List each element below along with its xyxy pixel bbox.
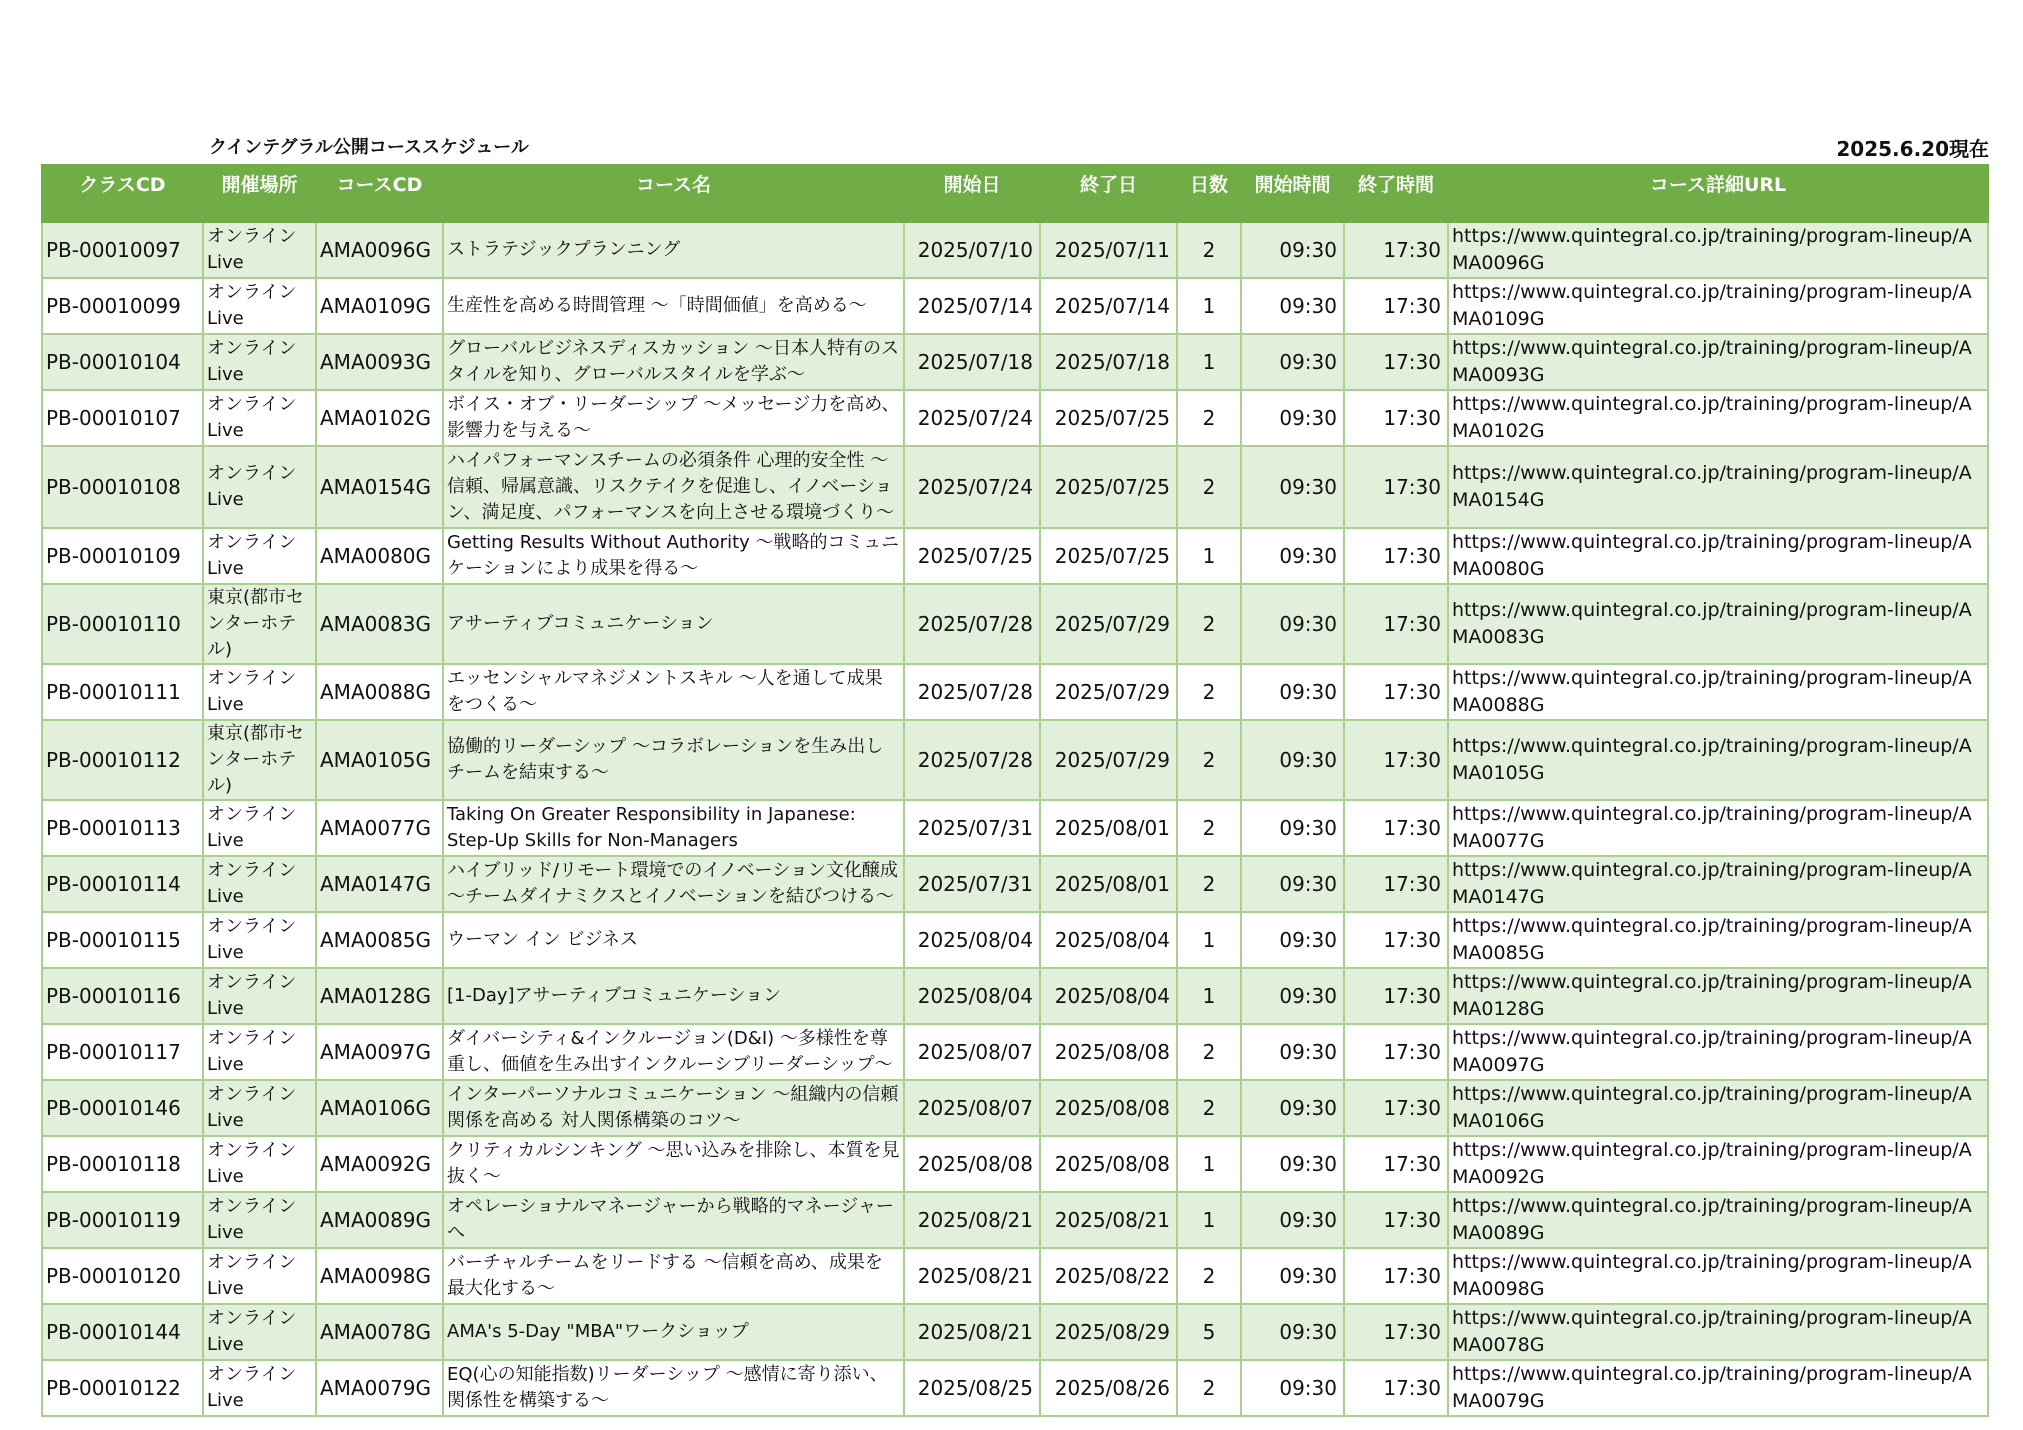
days-cell: 1 <box>1177 968 1241 1024</box>
start-date-cell: 2025/08/07 <box>904 1024 1040 1080</box>
course-url-link[interactable]: https://www.quintegral.co.jp/training/program-lineup/AMA0098G <box>1448 1248 1988 1304</box>
class-cd-cell: PB-00010115 <box>42 912 203 968</box>
end-time-cell: 17:30 <box>1344 278 1448 334</box>
table-row <box>42 584 1988 664</box>
start-date-cell: 2025/07/24 <box>904 390 1040 446</box>
days-cell: 2 <box>1177 390 1241 446</box>
column-header-course-url: コース詳細URL <box>1448 165 1988 222</box>
start-time-cell: 09:30 <box>1241 664 1344 720</box>
course-name-cell: AMA's 5-Day "MBA"ワークショップ <box>443 1304 904 1360</box>
course-cd-cell: AMA0093G <box>316 334 443 390</box>
days-cell: 2 <box>1177 720 1241 800</box>
days-cell: 2 <box>1177 1024 1241 1080</box>
end-date-cell: 2025/08/22 <box>1040 1248 1177 1304</box>
class-cd-cell: PB-00010116 <box>42 968 203 1024</box>
days-cell: 2 <box>1177 664 1241 720</box>
table-row <box>42 720 1988 800</box>
start-date-cell: 2025/08/21 <box>904 1304 1040 1360</box>
column-header-end-date: 終了日 <box>1040 165 1177 222</box>
start-time-cell: 09:30 <box>1241 334 1344 390</box>
class-cd-cell: PB-00010119 <box>42 1192 203 1248</box>
start-date-cell: 2025/07/14 <box>904 278 1040 334</box>
course-url-link[interactable]: https://www.quintegral.co.jp/training/program-lineup/AMA0085G <box>1448 912 1988 968</box>
end-date-cell: 2025/08/29 <box>1040 1304 1177 1360</box>
class-cd-cell: PB-00010104 <box>42 334 203 390</box>
end-time-cell: 17:30 <box>1344 1360 1448 1416</box>
course-cd-cell: AMA0096G <box>316 222 443 278</box>
course-name-cell: ハイブリッド/リモート環境でのイノベーション文化醸成 ～チームダイナミクスとイノベーションを結びつける～ <box>443 856 904 912</box>
days-cell: 2 <box>1177 856 1241 912</box>
class-cd-cell: PB-00010109 <box>42 528 203 584</box>
venue-cell: オンライン Live <box>203 1136 316 1192</box>
end-time-cell: 17:30 <box>1344 1080 1448 1136</box>
course-cd-cell: AMA0085G <box>316 912 443 968</box>
end-time-cell: 17:30 <box>1344 446 1448 528</box>
venue-cell: オンライン Live <box>203 1192 316 1248</box>
start-date-cell: 2025/08/25 <box>904 1360 1040 1416</box>
start-time-cell: 09:30 <box>1241 446 1344 528</box>
start-date-cell: 2025/08/08 <box>904 1136 1040 1192</box>
table-row <box>42 968 1988 1024</box>
days-cell: 1 <box>1177 278 1241 334</box>
days-cell: 2 <box>1177 584 1241 664</box>
venue-cell: オンライン Live <box>203 278 316 334</box>
start-date-cell: 2025/08/21 <box>904 1192 1040 1248</box>
end-time-cell: 17:30 <box>1344 334 1448 390</box>
venue-cell: オンライン Live <box>203 390 316 446</box>
start-date-cell: 2025/08/04 <box>904 968 1040 1024</box>
course-name-cell: EQ(心の知能指数)リーダーシップ ～感情に寄り添い、関係性を構築する～ <box>443 1360 904 1416</box>
class-cd-cell: PB-00010113 <box>42 800 203 856</box>
course-name-cell: Getting Results Without Authority ～戦略的コミュニケーションにより成果を得る～ <box>443 528 904 584</box>
course-cd-cell: AMA0128G <box>316 968 443 1024</box>
start-date-cell: 2025/07/10 <box>904 222 1040 278</box>
end-time-cell: 17:30 <box>1344 856 1448 912</box>
course-name-cell: ハイパフォーマンスチームの必須条件 心理的安全性 ～信頼、帰属意識、リスクテイクを促進し、イノベーション、満足度、パフォーマンスを向上させる環境づくり～ <box>443 446 904 528</box>
schedule-body <box>42 222 1988 1416</box>
venue-cell: オンライン Live <box>203 1248 316 1304</box>
class-cd-cell: PB-00010097 <box>42 222 203 278</box>
start-time-cell: 09:30 <box>1241 912 1344 968</box>
class-cd-cell: PB-00010144 <box>42 1304 203 1360</box>
course-url-link[interactable]: https://www.quintegral.co.jp/training/program-lineup/AMA0154G <box>1448 446 1988 528</box>
course-name-cell: バーチャルチームをリードする ～信頼を高め、成果を最大化する～ <box>443 1248 904 1304</box>
end-date-cell: 2025/08/01 <box>1040 800 1177 856</box>
end-time-cell: 17:30 <box>1344 1192 1448 1248</box>
course-cd-cell: AMA0154G <box>316 446 443 528</box>
course-name-cell: エッセンシャルマネジメントスキル ～人を通して成果をつくる～ <box>443 664 904 720</box>
course-url-link[interactable]: https://www.quintegral.co.jp/training/program-lineup/AMA0078G <box>1448 1304 1988 1360</box>
table-row <box>42 800 1988 856</box>
class-cd-cell: PB-00010112 <box>42 720 203 800</box>
course-url-link[interactable]: https://www.quintegral.co.jp/training/program-lineup/AMA0092G <box>1448 1136 1988 1192</box>
course-cd-cell: AMA0106G <box>316 1080 443 1136</box>
start-date-cell: 2025/08/04 <box>904 912 1040 968</box>
days-cell: 2 <box>1177 446 1241 528</box>
start-date-cell: 2025/07/24 <box>904 446 1040 528</box>
start-time-cell: 09:30 <box>1241 528 1344 584</box>
course-url-link[interactable]: https://www.quintegral.co.jp/training/program-lineup/AMA0077G <box>1448 800 1988 856</box>
course-name-cell: ボイス・オブ・リーダーシップ ～メッセージ力を高め、影響力を与える～ <box>443 390 904 446</box>
start-time-cell: 09:30 <box>1241 800 1344 856</box>
start-time-cell: 09:30 <box>1241 1024 1344 1080</box>
end-date-cell: 2025/08/21 <box>1040 1192 1177 1248</box>
course-cd-cell: AMA0109G <box>316 278 443 334</box>
start-date-cell: 2025/07/28 <box>904 720 1040 800</box>
course-name-cell: 生産性を高める時間管理 ～「時間価値」を高める～ <box>443 278 904 334</box>
start-time-cell: 09:30 <box>1241 584 1344 664</box>
start-time-cell: 09:30 <box>1241 1304 1344 1360</box>
end-time-cell: 17:30 <box>1344 720 1448 800</box>
course-cd-cell: AMA0083G <box>316 584 443 664</box>
column-header-start-time: 開始時間 <box>1241 165 1344 222</box>
class-cd-cell: PB-00010146 <box>42 1080 203 1136</box>
course-cd-cell: AMA0078G <box>316 1304 443 1360</box>
start-date-cell: 2025/07/31 <box>904 856 1040 912</box>
end-date-cell: 2025/07/14 <box>1040 278 1177 334</box>
course-cd-cell: AMA0102G <box>316 390 443 446</box>
table-row <box>42 664 1988 720</box>
course-name-cell: グローバルビジネスディスカッション ～日本人特有のスタイルを知り、グローバルスタイルを学ぶ～ <box>443 334 904 390</box>
course-cd-cell: AMA0077G <box>316 800 443 856</box>
column-header-course-name: コース名 <box>443 165 904 222</box>
course-url-link[interactable]: https://www.quintegral.co.jp/training/program-lineup/AMA0079G <box>1448 1360 1988 1416</box>
course-cd-cell: AMA0089G <box>316 1192 443 1248</box>
days-cell: 1 <box>1177 1136 1241 1192</box>
venue-cell: オンライン Live <box>203 446 316 528</box>
table-row <box>42 390 1988 446</box>
class-cd-cell: PB-00010118 <box>42 1136 203 1192</box>
days-cell: 1 <box>1177 912 1241 968</box>
start-date-cell: 2025/08/21 <box>904 1248 1040 1304</box>
course-url-link[interactable]: https://www.quintegral.co.jp/training/program-lineup/AMA0093G <box>1448 334 1988 390</box>
days-cell: 1 <box>1177 1192 1241 1248</box>
end-date-cell: 2025/08/04 <box>1040 968 1177 1024</box>
class-cd-cell: PB-00010099 <box>42 278 203 334</box>
column-header-class-cd: クラスCD <box>42 165 203 222</box>
table-row <box>42 1248 1988 1304</box>
start-date-cell: 2025/07/25 <box>904 528 1040 584</box>
course-url-link[interactable]: https://www.quintegral.co.jp/training/program-lineup/AMA0147G <box>1448 856 1988 912</box>
end-time-cell: 17:30 <box>1344 800 1448 856</box>
course-url-link[interactable]: https://www.quintegral.co.jp/training/program-lineup/AMA0097G <box>1448 1024 1988 1080</box>
start-time-cell: 09:30 <box>1241 1360 1344 1416</box>
start-time-cell: 09:30 <box>1241 720 1344 800</box>
end-date-cell: 2025/08/04 <box>1040 912 1177 968</box>
course-name-cell: [1-Day]アサーティブコミュニケーション <box>443 968 904 1024</box>
venue-cell: オンライン Live <box>203 1304 316 1360</box>
class-cd-cell: PB-00010111 <box>42 664 203 720</box>
course-name-cell: ウーマン イン ビジネス <box>443 912 904 968</box>
end-time-cell: 17:30 <box>1344 1248 1448 1304</box>
start-time-cell: 09:30 <box>1241 1136 1344 1192</box>
venue-cell: オンライン Live <box>203 856 316 912</box>
course-url-link[interactable]: https://www.quintegral.co.jp/training/program-lineup/AMA0109G <box>1448 278 1988 334</box>
class-cd-cell: PB-00010108 <box>42 446 203 528</box>
column-header-days: 日数 <box>1177 165 1241 222</box>
end-date-cell: 2025/07/29 <box>1040 664 1177 720</box>
table-row <box>42 1360 1988 1416</box>
table-row <box>42 1024 1988 1080</box>
header-row <box>42 165 1988 222</box>
days-cell: 5 <box>1177 1304 1241 1360</box>
table-row <box>42 334 1988 390</box>
course-url-link[interactable]: https://www.quintegral.co.jp/training/program-lineup/AMA0089G <box>1448 1192 1988 1248</box>
start-date-cell: 2025/07/31 <box>904 800 1040 856</box>
end-time-cell: 17:30 <box>1344 968 1448 1024</box>
venue-cell: オンライン Live <box>203 1080 316 1136</box>
end-time-cell: 17:30 <box>1344 584 1448 664</box>
as-of-date: 2025.6.20現在 <box>1836 137 1989 161</box>
course-name-cell: オペレーショナルマネージャーから戦略的マネージャーへ <box>443 1192 904 1248</box>
days-cell: 2 <box>1177 1248 1241 1304</box>
venue-cell: オンライン Live <box>203 1360 316 1416</box>
end-time-cell: 17:30 <box>1344 664 1448 720</box>
start-time-cell: 09:30 <box>1241 856 1344 912</box>
end-date-cell: 2025/08/01 <box>1040 856 1177 912</box>
days-cell: 1 <box>1177 528 1241 584</box>
column-header-end-time: 終了時間 <box>1344 165 1448 222</box>
course-name-cell: アサーティブコミュニケーション <box>443 584 904 664</box>
table-row <box>42 1304 1988 1360</box>
end-date-cell: 2025/07/29 <box>1040 720 1177 800</box>
course-url-link[interactable]: https://www.quintegral.co.jp/training/program-lineup/AMA0096G <box>1448 222 1988 278</box>
course-url-link[interactable]: https://www.quintegral.co.jp/training/program-lineup/AMA0080G <box>1448 528 1988 584</box>
end-date-cell: 2025/07/11 <box>1040 222 1177 278</box>
course-name-cell: インターパーソナルコミュニケーション ～組織内の信頼関係を高める 対人関係構築のコツ～ <box>443 1080 904 1136</box>
table-row <box>42 1192 1988 1248</box>
end-time-cell: 17:30 <box>1344 1024 1448 1080</box>
start-time-cell: 09:30 <box>1241 390 1344 446</box>
course-cd-cell: AMA0079G <box>316 1360 443 1416</box>
start-date-cell: 2025/07/18 <box>904 334 1040 390</box>
end-date-cell: 2025/07/18 <box>1040 334 1177 390</box>
course-cd-cell: AMA0098G <box>316 1248 443 1304</box>
schedule-table <box>41 164 1989 1417</box>
course-cd-cell: AMA0080G <box>316 528 443 584</box>
start-date-cell: 2025/07/28 <box>904 664 1040 720</box>
end-time-cell: 17:30 <box>1344 222 1448 278</box>
course-url-link[interactable]: https://www.quintegral.co.jp/training/program-lineup/AMA0105G <box>1448 720 1988 800</box>
end-date-cell: 2025/07/29 <box>1040 584 1177 664</box>
table-row <box>42 912 1988 968</box>
days-cell: 1 <box>1177 334 1241 390</box>
end-time-cell: 17:30 <box>1344 528 1448 584</box>
venue-cell: オンライン Live <box>203 528 316 584</box>
course-cd-cell: AMA0092G <box>316 1136 443 1192</box>
table-row <box>42 278 1988 334</box>
end-time-cell: 17:30 <box>1344 1136 1448 1192</box>
venue-cell: オンライン Live <box>203 968 316 1024</box>
course-name-cell: クリティカルシンキング ～思い込みを排除し、本質を見抜く～ <box>443 1136 904 1192</box>
end-date-cell: 2025/08/08 <box>1040 1024 1177 1080</box>
column-header-start-date: 開始日 <box>904 165 1040 222</box>
days-cell: 2 <box>1177 222 1241 278</box>
venue-cell: オンライン Live <box>203 664 316 720</box>
class-cd-cell: PB-00010107 <box>42 390 203 446</box>
table-row <box>42 528 1988 584</box>
start-time-cell: 09:30 <box>1241 1192 1344 1248</box>
class-cd-cell: PB-00010117 <box>42 1024 203 1080</box>
venue-cell: オンライン Live <box>203 800 316 856</box>
table-row <box>42 222 1988 278</box>
table-row <box>42 1080 1988 1136</box>
end-date-cell: 2025/07/25 <box>1040 528 1177 584</box>
end-date-cell: 2025/07/25 <box>1040 446 1177 528</box>
end-time-cell: 17:30 <box>1344 1304 1448 1360</box>
days-cell: 2 <box>1177 1360 1241 1416</box>
course-url-link[interactable]: https://www.quintegral.co.jp/training/program-lineup/AMA0102G <box>1448 390 1988 446</box>
class-cd-cell: PB-00010120 <box>42 1248 203 1304</box>
class-cd-cell: PB-00010110 <box>42 584 203 664</box>
table-row <box>42 1136 1988 1192</box>
table-row <box>42 856 1988 912</box>
document-title: クインテグラル公開コーススケジュール <box>209 137 529 158</box>
start-time-cell: 09:30 <box>1241 222 1344 278</box>
venue-cell: オンライン Live <box>203 912 316 968</box>
course-name-cell: ダイバーシティ&インクルージョン(D&I) ～多様性を尊重し、価値を生み出すインクルーシブリーダーシップ～ <box>443 1024 904 1080</box>
venue-cell: オンライン Live <box>203 1024 316 1080</box>
start-date-cell: 2025/08/07 <box>904 1080 1040 1136</box>
venue-cell: オンライン Live <box>203 334 316 390</box>
table-row <box>42 446 1988 528</box>
course-url-link[interactable]: https://www.quintegral.co.jp/training/program-lineup/AMA0128G <box>1448 968 1988 1024</box>
course-name-cell: 協働的リーダーシップ ～コラボレーションを生み出しチームを結束する～ <box>443 720 904 800</box>
course-name-cell: ストラテジックプランニング <box>443 222 904 278</box>
days-cell: 2 <box>1177 800 1241 856</box>
course-name-cell: Taking On Greater Responsibility in Japanese: Step-Up Skills for Non-Managers <box>443 800 904 856</box>
class-cd-cell: PB-00010114 <box>42 856 203 912</box>
class-cd-cell: PB-00010122 <box>42 1360 203 1416</box>
start-time-cell: 09:30 <box>1241 1248 1344 1304</box>
start-time-cell: 09:30 <box>1241 278 1344 334</box>
end-date-cell: 2025/07/25 <box>1040 390 1177 446</box>
column-header-venue: 開催場所 <box>203 165 316 222</box>
start-time-cell: 09:30 <box>1241 1080 1344 1136</box>
venue-cell: 東京(都市センターホテル) <box>203 584 316 664</box>
end-time-cell: 17:30 <box>1344 912 1448 968</box>
course-cd-cell: AMA0147G <box>316 856 443 912</box>
course-cd-cell: AMA0088G <box>316 664 443 720</box>
end-date-cell: 2025/08/08 <box>1040 1136 1177 1192</box>
course-cd-cell: AMA0097G <box>316 1024 443 1080</box>
end-date-cell: 2025/08/26 <box>1040 1360 1177 1416</box>
start-time-cell: 09:30 <box>1241 968 1344 1024</box>
start-date-cell: 2025/07/28 <box>904 584 1040 664</box>
column-header-course-cd: コースCD <box>316 165 443 222</box>
days-cell: 2 <box>1177 1080 1241 1136</box>
course-url-link[interactable]: https://www.quintegral.co.jp/training/program-lineup/AMA0083G <box>1448 584 1988 664</box>
end-date-cell: 2025/08/08 <box>1040 1080 1177 1136</box>
venue-cell: オンライン Live <box>203 222 316 278</box>
venue-cell: 東京(都市センターホテル) <box>203 720 316 800</box>
course-cd-cell: AMA0105G <box>316 720 443 800</box>
course-url-link[interactable]: https://www.quintegral.co.jp/training/program-lineup/AMA0088G <box>1448 664 1988 720</box>
end-time-cell: 17:30 <box>1344 390 1448 446</box>
course-url-link[interactable]: https://www.quintegral.co.jp/training/program-lineup/AMA0106G <box>1448 1080 1988 1136</box>
